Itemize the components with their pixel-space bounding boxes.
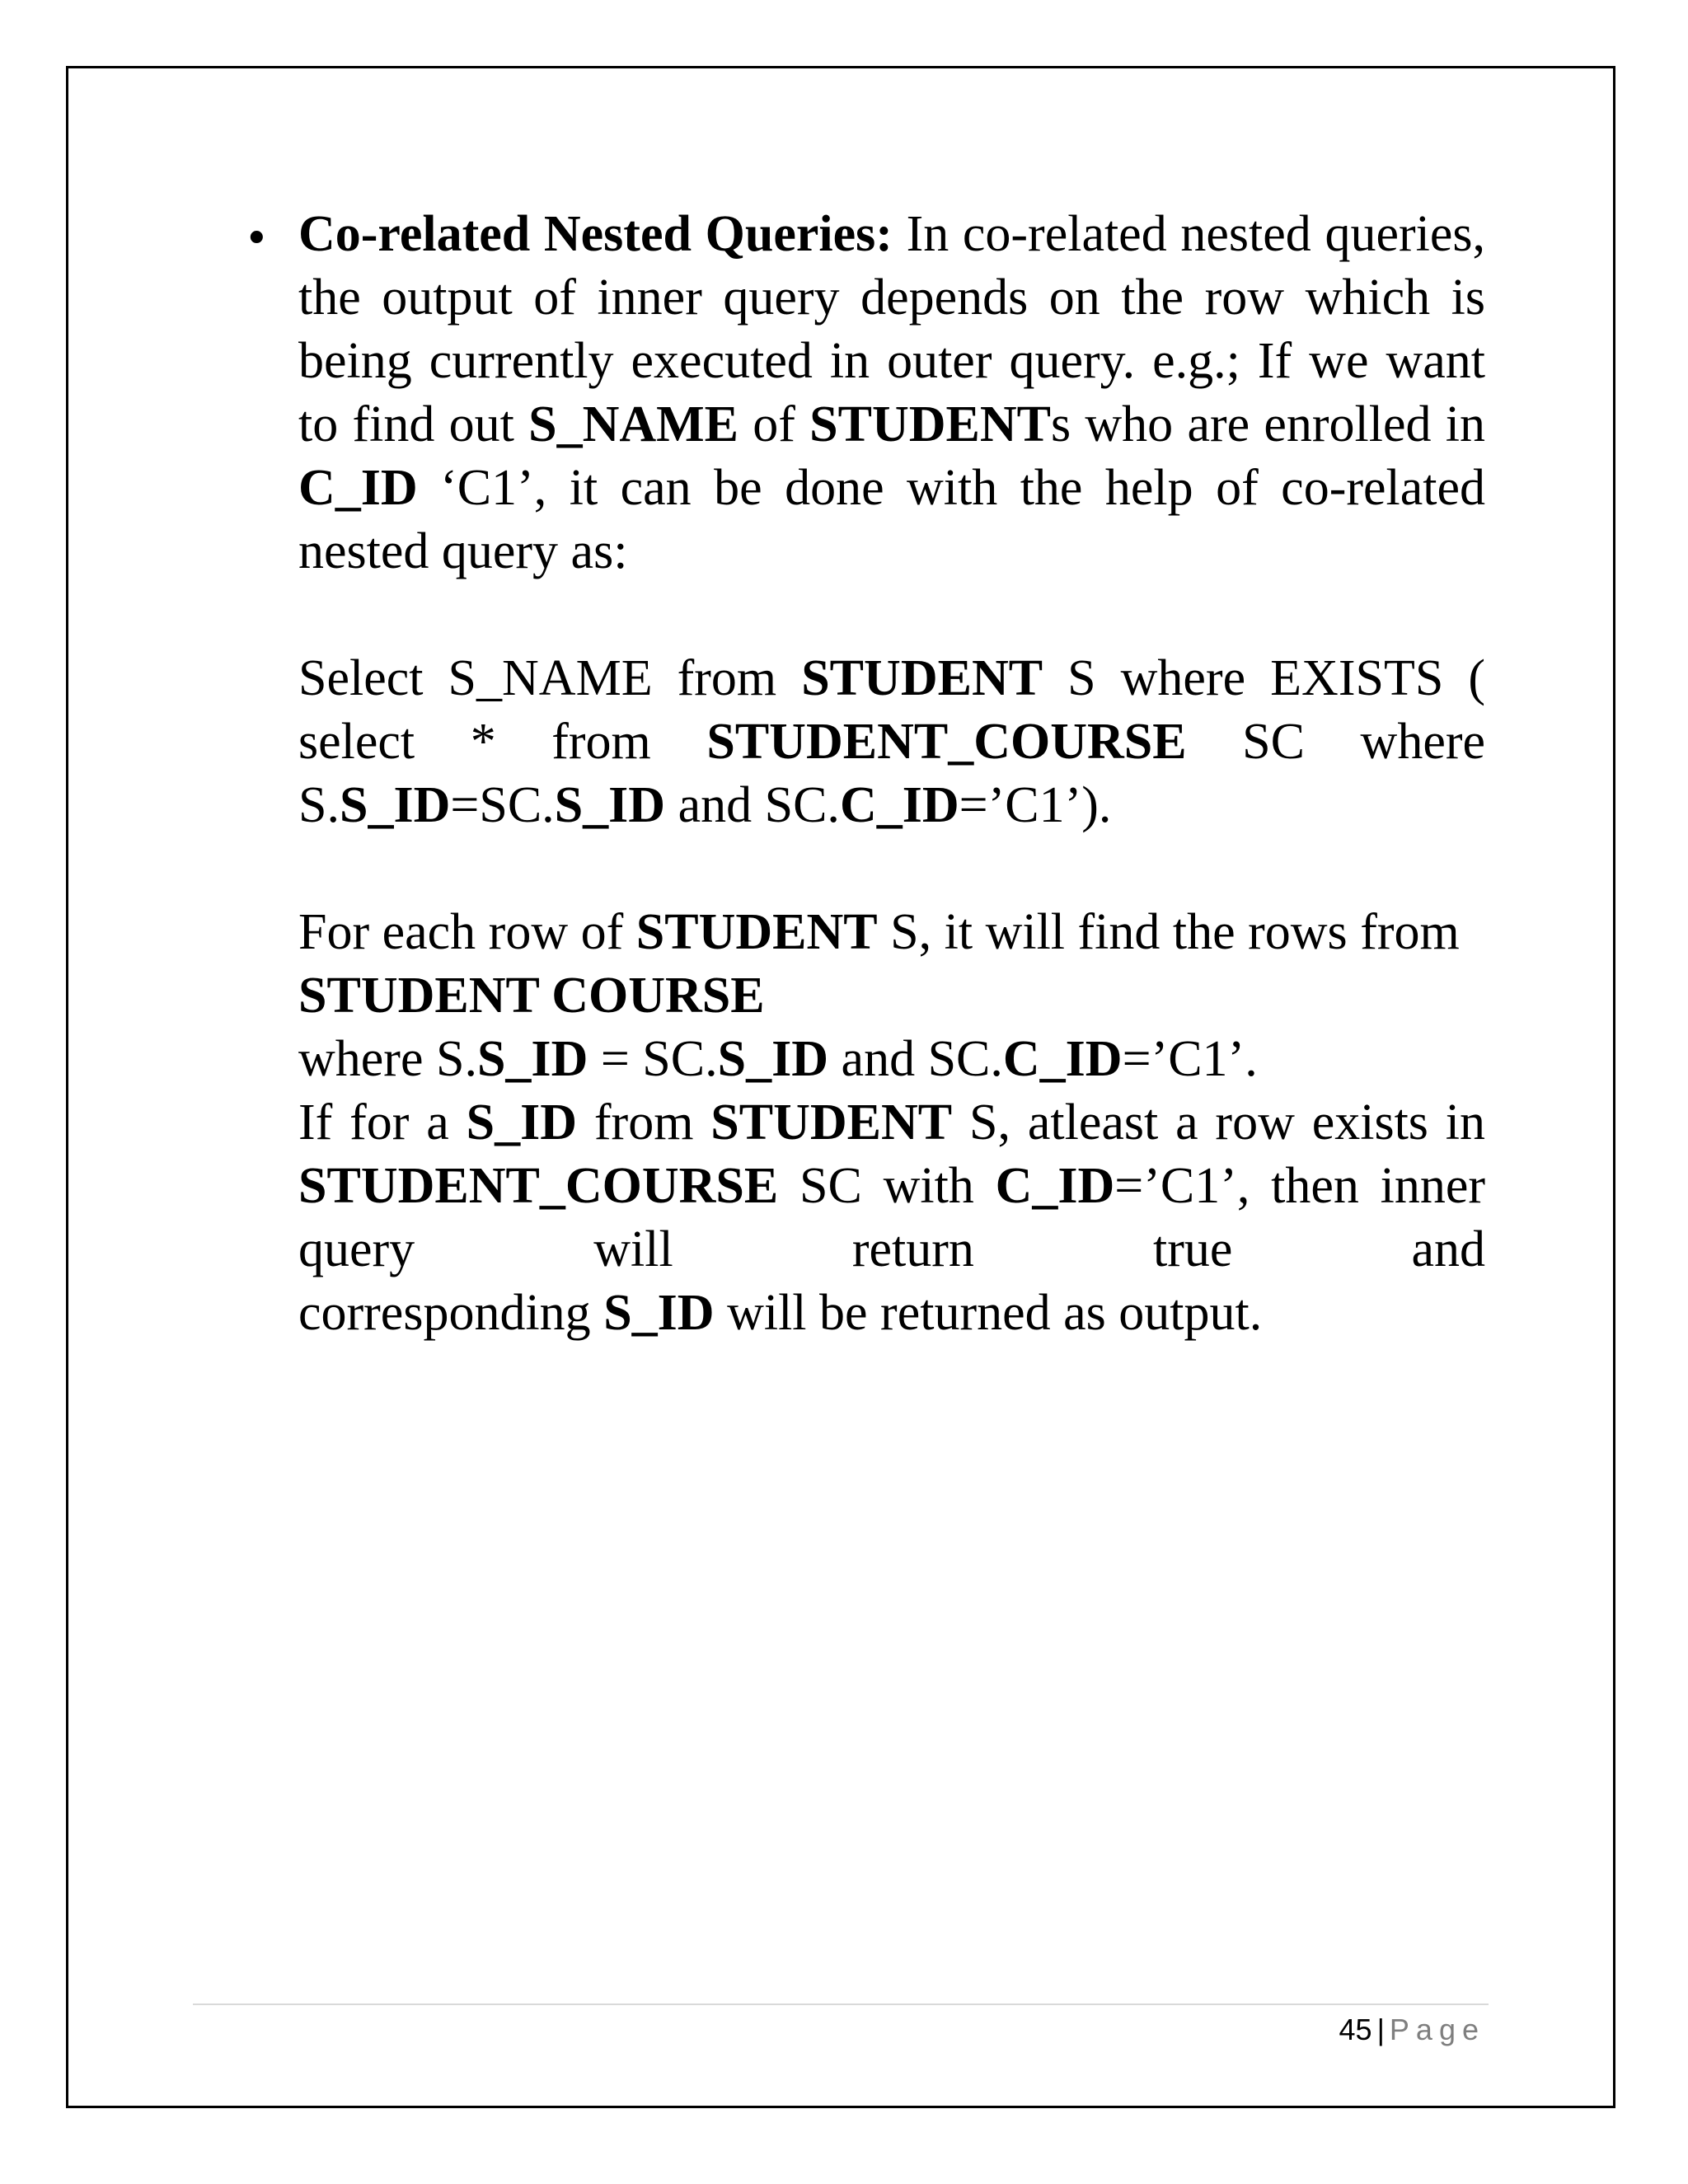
- spacer: [298, 837, 1485, 901]
- query-example: Select S_NAME from STUDENT S where EXISTS ( select * from STUDENT_COURSE SC where S.S_ID=SC.S_ID and SC.C_ID=’C1’).: [298, 650, 1486, 833]
- section-heading: Co-related Nested Queries:: [298, 206, 893, 262]
- page-number: 45: [1339, 2013, 1372, 2046]
- bullet-icon: •: [244, 214, 270, 264]
- paragraph-explanation: For each row of STUDENT S, it will find the rows from: [298, 904, 1460, 960]
- paragraph-condition: where S.S_ID = SC.S_ID and SC.C_ID=’C1’.: [298, 1031, 1258, 1087]
- page-body: [298, 203, 1485, 1345]
- page-label: Page: [1389, 2013, 1485, 2046]
- spacer: [298, 583, 1485, 647]
- paragraph-corelated-intro: Co-related Nested Queries: In co-related nested queries, the output of inner query depends on the row which is being currently executed in outer query. e.g.; If we want to find out S_NAME of STUDENTs who are enrolled in C_ID ‘C1’, it can be done with the help of co-related nested query as:: [298, 206, 1485, 579]
- footer-separator: |: [1376, 2013, 1385, 2046]
- table-name-heading: STUDENT COURSE: [298, 968, 765, 1024]
- paragraph-result-end: corresponding S_ID will be returned as output.: [298, 1285, 1263, 1341]
- page-footer: [1339, 2010, 1485, 2050]
- footer-divider: [193, 2004, 1489, 2005]
- paragraph-result: If for a S_ID from STUDENT S, atleast a row exists in STUDENT_COURSE SC with C_ID=’C1’, then inner query will return true and: [298, 1094, 1486, 1277]
